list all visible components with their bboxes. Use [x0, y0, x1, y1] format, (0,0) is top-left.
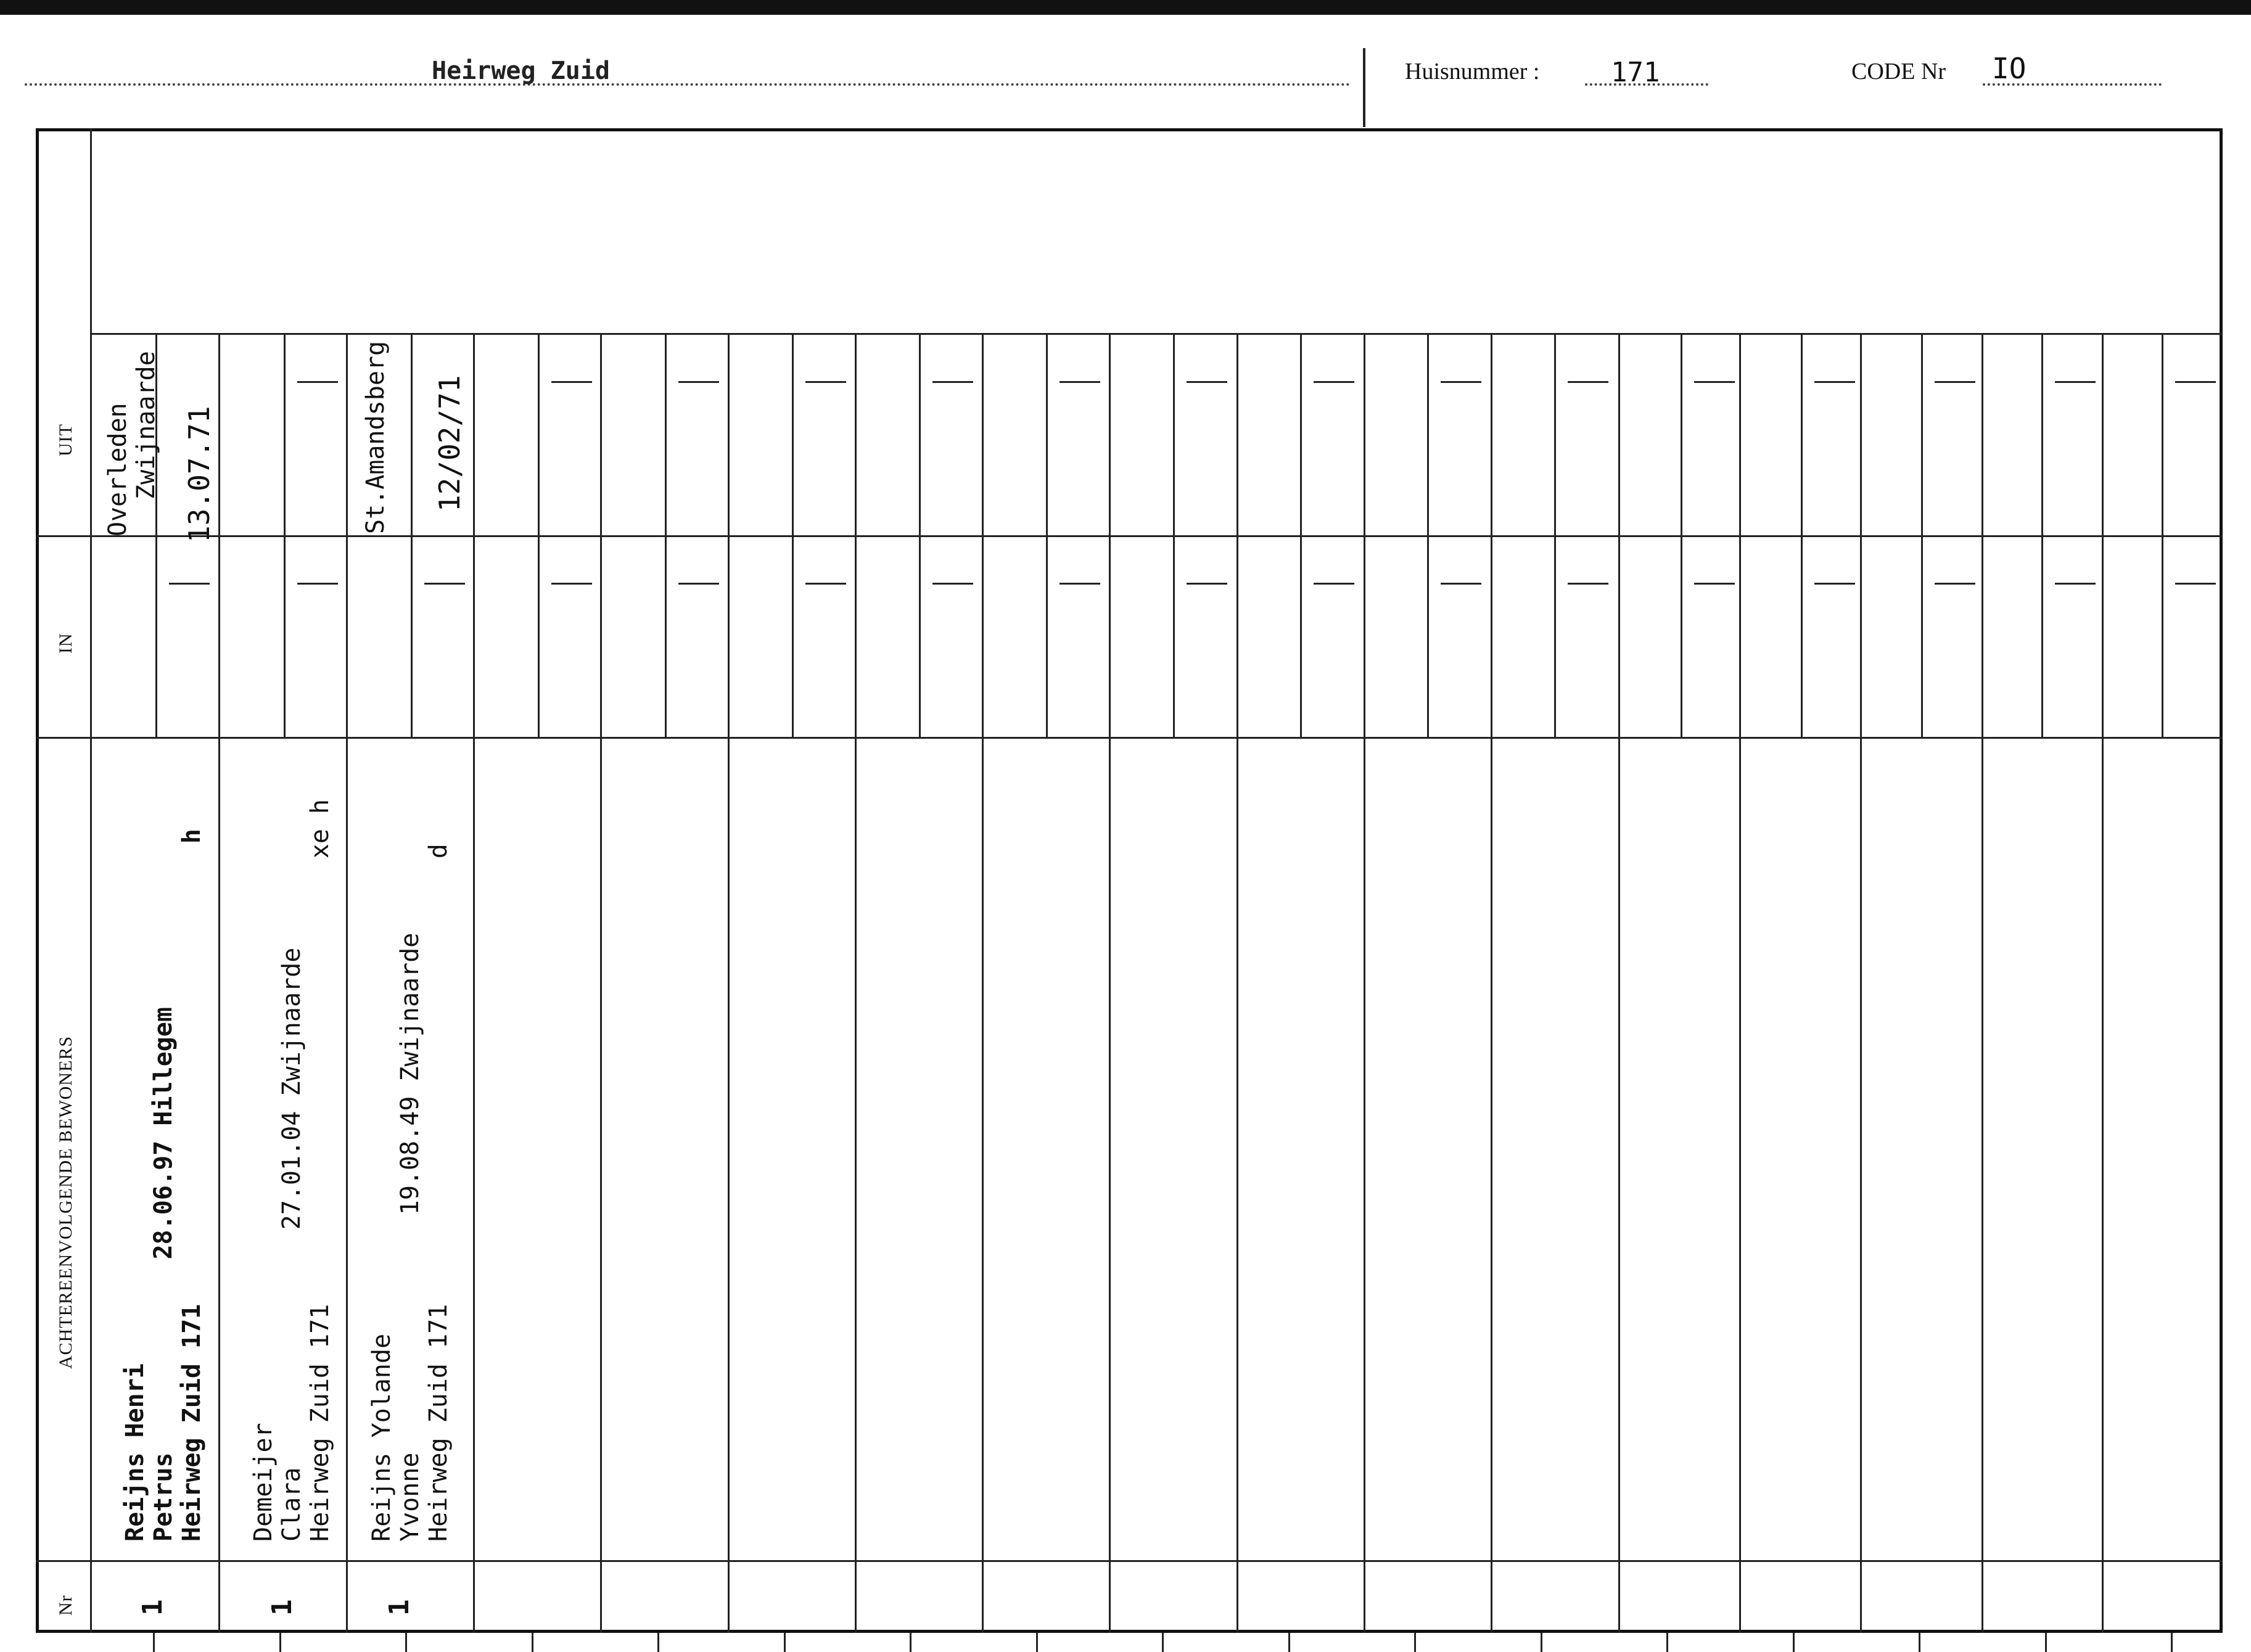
residents-column-label: ACHTEREENVOLGENDE BEWONERS — [56, 1035, 76, 1369]
empty-cell-dash — [551, 583, 592, 585]
entry-1-uit-date: 13.07.71 — [183, 406, 216, 543]
empty-cell-dash — [2055, 381, 2096, 383]
empty-cell-dash — [424, 583, 465, 585]
sub-column-divider — [2162, 333, 2163, 737]
entry-1-birth: 28.06.97 Hillegem — [149, 1007, 178, 1260]
sub-column-divider — [792, 333, 794, 737]
entry-1-nr: 1 — [137, 1599, 168, 1616]
entry-2-name-line1: Demeijer — [249, 1423, 278, 1542]
bottom-tick — [1919, 1633, 1920, 1652]
empty-cell-dash — [1814, 583, 1855, 585]
sub-column-divider — [919, 333, 921, 737]
empty-cell-dash — [1694, 583, 1735, 585]
empty-cell-dash — [1060, 583, 1100, 585]
empty-cell-dash — [1814, 381, 1855, 383]
entry-2-code: xe h — [306, 799, 334, 859]
entry-3-code: d — [424, 844, 453, 859]
sub-column-divider — [1554, 333, 1556, 737]
bottom-tick — [279, 1633, 281, 1652]
empty-cell-dash — [2055, 583, 2096, 585]
empty-cell-dash — [1694, 381, 1735, 383]
entry-1-code: h — [178, 829, 206, 844]
nr-column-label: Nr — [56, 1595, 76, 1616]
entry-1-uit-place: Zwijnaarde — [132, 351, 160, 499]
bottom-tick — [1414, 1633, 1416, 1652]
empty-cell-dash — [1568, 381, 1608, 383]
bottom-tick — [1036, 1633, 1038, 1652]
column-divider — [1860, 333, 1862, 1633]
empty-cell-dash — [297, 583, 338, 585]
column-divider — [218, 333, 220, 1633]
bottom-tick — [1793, 1633, 1795, 1652]
empty-cell-dash — [805, 381, 846, 383]
sub-column-divider — [411, 333, 413, 737]
column-divider — [473, 333, 475, 1633]
entry-1-uit — [104, 351, 160, 536]
column-divider — [1109, 333, 1111, 1633]
column-divider — [982, 333, 984, 1633]
empty-cell-dash — [678, 583, 719, 585]
empty-cell-dash — [1314, 381, 1354, 383]
empty-cell-dash — [1060, 381, 1100, 383]
entry-2-address: Heirweg Zuid 171 — [306, 1304, 334, 1542]
bottom-tick — [1666, 1633, 1668, 1652]
sub-column-divider — [665, 333, 667, 737]
empty-cell-dash — [1441, 583, 1481, 585]
row-line-uit-top — [90, 333, 2223, 335]
bottom-tick — [2171, 1633, 2173, 1652]
empty-cell-dash — [932, 583, 973, 585]
empty-cell-dash — [551, 381, 592, 383]
column-divider — [1739, 333, 1741, 1633]
house-number-dotted-line — [1585, 83, 1708, 86]
in-column-label: IN — [56, 633, 76, 654]
entry-2-birth: 27.01.04 Zwijnaarde — [278, 947, 306, 1230]
label-column-divider — [90, 128, 92, 1633]
bottom-tick — [405, 1633, 407, 1652]
code-dotted-line — [1983, 83, 2162, 86]
entry-3-uit-place: St.Amandsberg — [361, 340, 390, 534]
top-border-bar — [0, 0, 2251, 15]
empty-cell-dash — [1187, 381, 1227, 383]
bottom-tick — [657, 1633, 659, 1652]
empty-cell-dash — [1187, 583, 1227, 585]
entry-2-nr: 1 — [266, 1599, 298, 1616]
empty-cell-dash — [1441, 381, 1481, 383]
bottom-tick — [532, 1633, 533, 1652]
bottom-tick — [1162, 1633, 1164, 1652]
entry-2-resident — [249, 799, 334, 1542]
column-divider — [2102, 333, 2104, 1633]
sub-column-divider — [2041, 333, 2043, 737]
code-label: CODE Nr — [1851, 59, 1946, 84]
sub-column-divider — [538, 333, 540, 737]
sub-column-divider — [1681, 333, 1682, 737]
column-divider — [1981, 333, 1983, 1633]
empty-cell-dash — [678, 381, 719, 383]
column-divider — [1491, 333, 1492, 1633]
column-divider — [600, 333, 602, 1633]
bottom-tick — [1541, 1633, 1542, 1652]
entry-3-birth: 19.08.49 Zwijnaarde — [396, 932, 424, 1215]
sub-column-divider — [1427, 333, 1429, 737]
bottom-tick — [784, 1633, 786, 1652]
sub-column-divider — [1300, 333, 1302, 737]
sub-column-divider — [1921, 333, 1923, 737]
entry-3-address: Heirweg Zuid 171 — [424, 1304, 453, 1542]
house-number-label: Huisnummer : — [1405, 59, 1540, 84]
header-separator — [1363, 48, 1365, 127]
sub-column-divider — [1801, 333, 1803, 737]
column-divider — [1237, 333, 1238, 1633]
entry-3-name-line1: Reijns Yolande — [368, 1333, 396, 1542]
bottom-tick — [1288, 1633, 1290, 1652]
entry-1-uit-reason: Overleden — [104, 403, 132, 536]
sub-column-divider — [1173, 333, 1175, 737]
entry-1-name-line1: Reijns Henri — [121, 1363, 149, 1542]
house-number-value: 171 — [1611, 57, 1660, 88]
empty-cell-dash — [169, 583, 210, 585]
entry-3-resident — [368, 844, 453, 1542]
bottom-tick — [910, 1633, 912, 1652]
column-divider — [855, 333, 857, 1633]
street-dotted-line — [25, 83, 1351, 86]
code-value: IO — [1992, 52, 2027, 85]
empty-cell-dash — [2175, 381, 2216, 383]
column-divider — [1618, 333, 1620, 1633]
empty-cell-dash — [297, 381, 338, 383]
column-divider — [728, 333, 730, 1633]
entry-3-nr: 1 — [384, 1599, 415, 1616]
empty-cell-dash — [1935, 381, 1975, 383]
column-divider — [1364, 333, 1365, 1633]
empty-cell-dash — [1935, 583, 1975, 585]
entry-1-name-line2: Petrus — [149, 1452, 178, 1542]
row-line-uit-in — [36, 535, 2223, 537]
empty-cell-dash — [805, 583, 846, 585]
street-name: Heirweg Zuid — [432, 57, 610, 85]
entry-2-name-line2: Clara — [278, 1467, 306, 1542]
empty-cell-dash — [2175, 583, 2216, 585]
entry-3-uit-date: 12/02/71 — [433, 375, 466, 512]
empty-cell-dash — [1314, 583, 1354, 585]
column-divider — [346, 333, 348, 1633]
bottom-tick — [153, 1633, 155, 1652]
entry-3-name-line2: Yvonne — [396, 1452, 424, 1542]
empty-cell-dash — [932, 381, 973, 383]
uit-column-label: UIT — [56, 424, 76, 456]
row-line-residents-nr — [36, 1560, 2223, 1562]
bottom-tick — [2045, 1633, 2047, 1652]
entry-1-resident — [121, 829, 206, 1542]
entry-1-address: Heirweg Zuid 171 — [178, 1304, 206, 1542]
sub-column-divider — [284, 333, 286, 737]
sub-column-divider — [1046, 333, 1048, 737]
empty-cell-dash — [1568, 583, 1608, 585]
row-line-in-residents — [36, 737, 2223, 739]
